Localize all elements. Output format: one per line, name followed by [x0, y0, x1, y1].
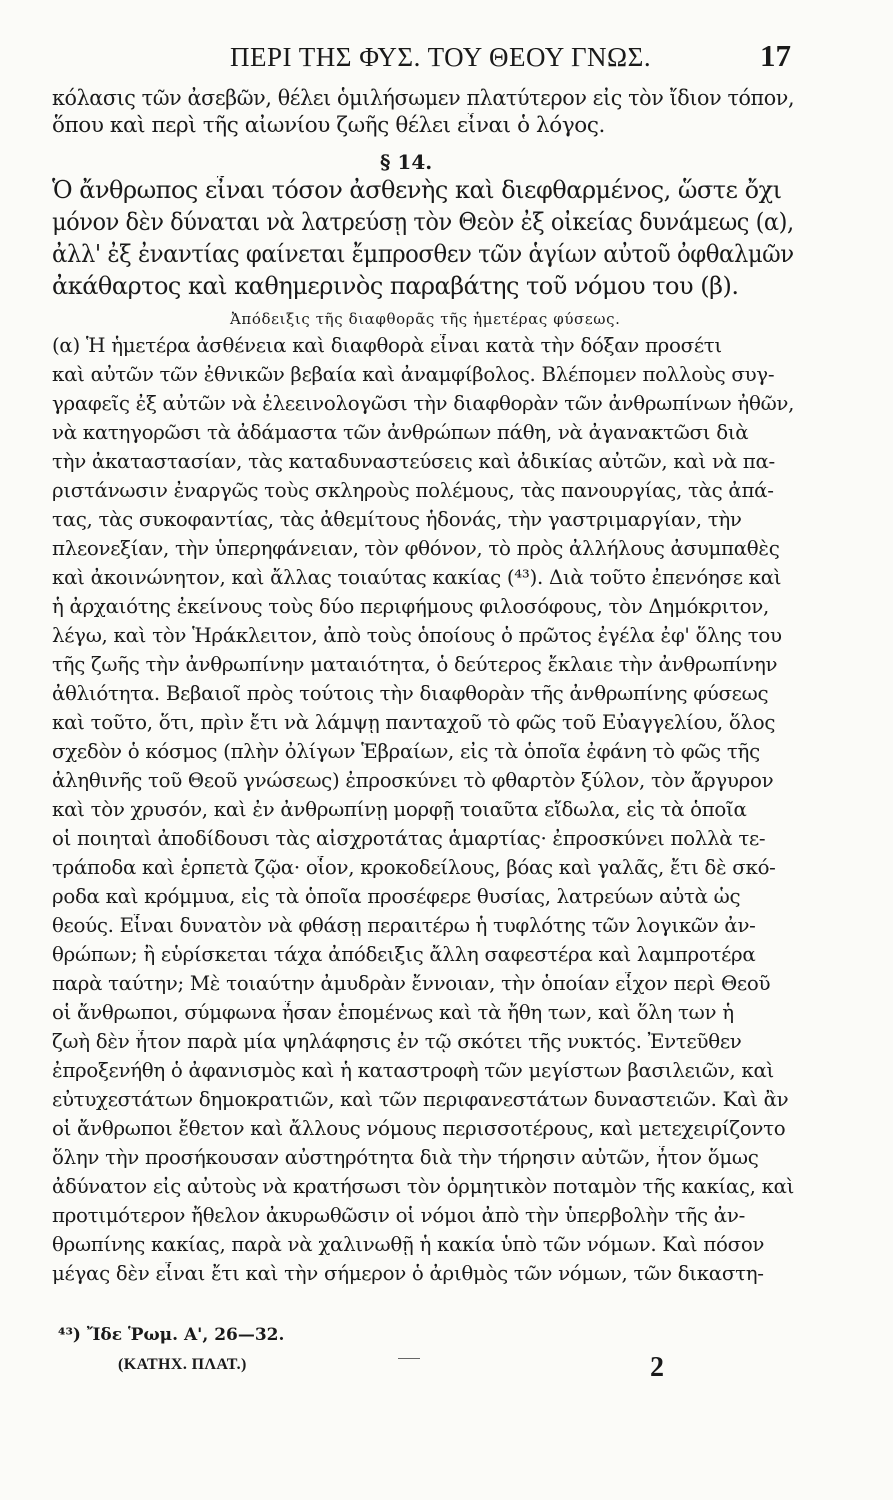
- text-line: ἐπροξενήθη ὁ ἀφανισμὸς καὶ ἡ καταστροφὴ τῶν μεγίστων βασιλειῶν, καὶ: [52, 1059, 774, 1082]
- catalogue-mark: (ΚΑΤΗΧ. ΠΛΑΤ.): [118, 1356, 247, 1373]
- text-line: καὶ τὸν χρυσόν, καὶ ἐν ἀνθρωπίνῃ μορφῇ τοιαῦτα εἴδωλα, εἰς τὰ ὁποῖα: [52, 798, 747, 821]
- text-line: οἱ ἄνθρωποι, σύμφωνα ἦσαν ἑπομένως καὶ τὰ ἤθη των, καὶ ὅλη των ἡ: [52, 1001, 734, 1024]
- text-line: προτιμότερον ἤθελον ἀκυρωθῶσιν οἱ νόμοι ἀπὸ τὴν ὑπερβολὴν τῆς ἀν-: [52, 1204, 745, 1227]
- text-line: παρὰ ταύτην; Μὲ τοιαύτην ἀμυδρὰν ἔννοιαν, τὴν ὁποίαν εἶχον περὶ Θεοῦ: [52, 972, 771, 995]
- text-line: νὰ κατηγορῶσι τὰ ἀδάμαστα τῶν ἀνθρώπων πάθη, νὰ ἀγανακτῶσι διὰ: [52, 421, 749, 444]
- text-line: ἡ ἀρχαιότης ἐκείνους τοὺς δύο περιφήμους φιλοσόφους, τὸν Δημόκριτον,: [52, 595, 769, 618]
- text-line: εὐτυχεστάτων δημοκρατιῶν, καὶ τῶν περιφανεστάτων δυναστειῶν. Καὶ ἂν: [52, 1088, 789, 1111]
- text-line: τας, τὰς συκοφαντίας, τὰς ἀθεμίτους ἡδονάς, τὴν γαστριμαργίαν, τὴν: [52, 508, 742, 531]
- section-mark: § 14.: [380, 150, 433, 174]
- text-line: Ὁ ἄνθρωπος εἶναι τόσον ἀσθενὴς καὶ διεφθαρμένος, ὥστε ὄχι: [52, 176, 782, 204]
- text-line: ἀθλιότητα. Βεβαιοῖ πρὸς τούτοις τὴν διαφθορὰν τῆς ἀνθρωπίνης φύσεως: [52, 682, 769, 705]
- text-line: ὅπου καὶ περὶ τῆς αἰωνίου ζωῆς θέλει εἶναι ὁ λόγος.: [52, 113, 605, 138]
- text-line: τῆς ζωῆς τὴν ἀνθρωπίνην ματαιότητα, ὁ δεύτερος ἔκλαιε τὴν ἀνθρωπίνην: [52, 653, 778, 676]
- text-line: κόλασις τῶν ἀσεβῶν, θέλει ὁμιλήσωμεν πλατύτερον εἰς τὸν ἴδιον τόπον,: [52, 86, 794, 111]
- text-line: ροδα καὶ κρόμμυα, εἰς τὰ ὁποῖα προσέφερε θυσίας, λατρεύων αὐτὰ ὡς: [52, 885, 741, 908]
- text-line: γραφεῖς ἐξ αὐτῶν νὰ ἐλεεινολογῶσι τὴν διαφθορὰν τῶν ἀνθρωπίνων ἠθῶν,: [52, 392, 794, 415]
- text-line: θρωπίνης κακίας, παρὰ νὰ χαλινωθῇ ἡ κακία ὑπὸ τῶν νόμων. Καὶ πόσον: [52, 1233, 765, 1256]
- footnote: ⁴³) Ἴδε Ῥωμ. Α', 26—32.: [58, 1325, 285, 1345]
- text-line: τὴν ἀκαταστασίαν, τὰς καταδυναστεύσεις καὶ ἀδικίας αὐτῶν, καὶ νὰ πα-: [52, 450, 775, 473]
- subheading: Ἀπόδειξις τῆς διαφθορᾶς τῆς ἡμετέρας φύσεως.: [230, 310, 621, 328]
- page-number: 17: [760, 38, 791, 73]
- text-line: ὅλην τὴν προσήκουσαν αὐστηρότητα διὰ τὴν τήρησιν αὐτῶν, ἦτον ὅμως: [52, 1146, 759, 1169]
- text-line: λέγω, καὶ τὸν Ἡράκλειτον, ἀπὸ τοὺς ὁποίους ὁ πρῶτος ἐγέλα ἐφ' ὅλης του: [52, 624, 782, 647]
- footer-divider: [398, 1358, 420, 1359]
- text-line: τράποδα καὶ ἑρπετὰ ζῷα· οἷον, κροκοδείλους, βόας καὶ γαλᾶς, ἔτι δὲ σκό-: [52, 856, 776, 879]
- text-line: καὶ τοῦτο, ὅτι, πρὶν ἔτι νὰ λάμψῃ πανταχοῦ τὸ φῶς τοῦ Εὐαγγελίου, ὅλος: [52, 711, 776, 734]
- text-line: οἱ ἄνθρωποι ἔθετον καὶ ἄλλους νόμους περισσοτέρους, καὶ μετεχειρίζοντο: [52, 1117, 786, 1140]
- running-title: ΠΕΡΙ ΤΗΣ ΦΥΣ. ΤΟΥ ΘΕΟΥ ΓΝΩΣ.: [230, 42, 652, 72]
- text-line: οἱ ποιηταὶ ἀποδίδουσι τὰς αἰσχροτάτας ἁμαρτίας· ἐπροσκύνει πολλὰ τε-: [52, 827, 766, 850]
- signature-mark: 2: [650, 1352, 664, 1383]
- text-line: μέγας δὲν εἶναι ἔτι καὶ τὴν σήμερον ὁ ἀριθμὸς τῶν νόμων, τῶν δικαστη-: [52, 1262, 764, 1285]
- page-header: [0, 38, 893, 78]
- text-line: πλεονεξίαν, τὴν ὑπερηφάνειαν, τὸν φθόνον, τὸ πρὸς ἀλλήλους ἀσυμπαθὲς: [52, 537, 780, 560]
- text-line: θεούς. Εἶναι δυνατὸν νὰ φθάσῃ περαιτέρω ἡ τυφλότης τῶν λογικῶν ἀν-: [52, 914, 756, 937]
- text-line: ἀλλ' ἐξ ἐναντίας φαίνεται ἔμπροσθεν τῶν ἁγίων αὐτοῦ ὀφθαλμῶν: [52, 240, 794, 268]
- text-line: θρώπων; ἢ εὑρίσκεται τάχα ἀπόδειξις ἄλλη σαφεστέρα καὶ λαμπροτέρα: [52, 943, 756, 966]
- text-line: ἀληθινῆς τοῦ Θεοῦ γνώσεως) ἐπροσκύνει τὸ φθαρτὸν ξύλον, τὸν ἄργυρον: [52, 769, 774, 792]
- text-line: ριστάνωσιν ἐναργῶς τοὺς σκληροὺς πολέμους, τὰς πανουργίας, τὰς ἀπά-: [52, 479, 774, 502]
- text-line: καὶ αὐτῶν τῶν ἐθνικῶν βεβαία καὶ ἀναμφίβολος. Βλέπομεν πολλοὺς συγ-: [52, 363, 775, 386]
- text-line: (α) Ἡ ἡμετέρα ἀσθένεια καὶ διαφθορὰ εἶναι κατὰ τὴν δόξαν προσέτι: [52, 334, 722, 357]
- text-line: ἀκάθαρτος καὶ καθημερινὸς παραβάτης τοῦ νόμου του (β).: [52, 272, 739, 300]
- text-line: ζωὴ δὲν ἦτον παρὰ μία ψηλάφησις ἐν τῷ σκότει τῆς νυκτός. Ἐντεῦθεν: [52, 1030, 742, 1053]
- text-line: μόνον δὲν δύναται νὰ λατρεύσῃ τὸν Θεὸν ἐξ οἰκείας δυνάμεως (α),: [52, 208, 794, 236]
- text-line: σχεδὸν ὁ κόσμος (πλὴν ὀλίγων Ἑβραίων, εἰς τὰ ὁποῖα ἐφάνη τὸ φῶς τῆς: [52, 740, 760, 763]
- text-line: καὶ ἀκοινώνητον, καὶ ἄλλας τοιαύτας κακίας (⁴³). Διὰ τοῦτο ἐπενόησε καὶ: [52, 566, 782, 589]
- text-line: ἀδύνατον εἰς αὐτοὺς νὰ κρατήσωσι τὸν ὁρμητικὸν ποταμὸν τῆς κακίας, καὶ: [52, 1175, 794, 1198]
